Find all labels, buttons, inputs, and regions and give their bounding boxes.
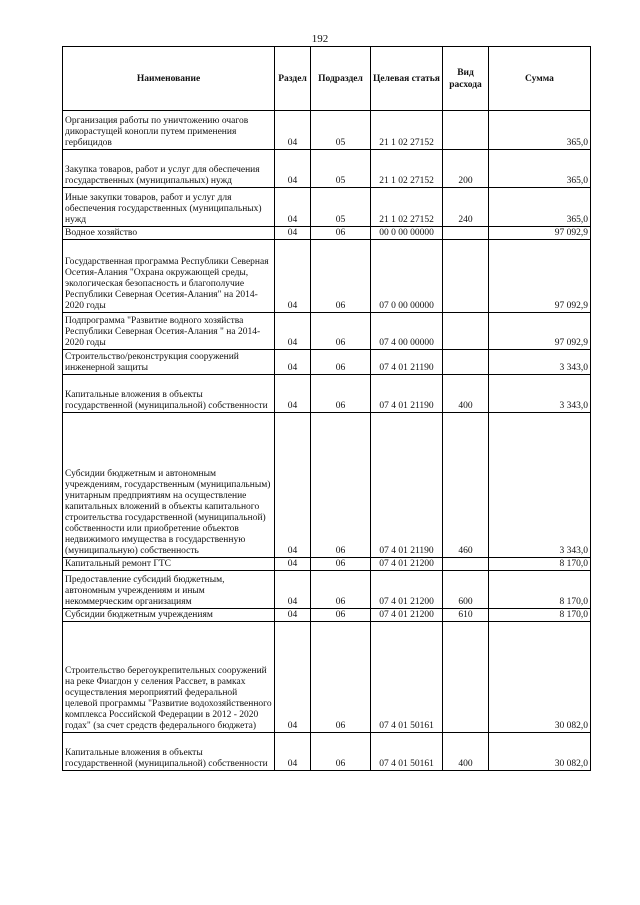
cell-section: 04	[275, 350, 311, 375]
cell-subsection: 06	[311, 375, 371, 413]
cell-target-item: 07 4 01 21200	[371, 571, 443, 609]
table-row	[63, 413, 591, 558]
cell-subsection: 06	[311, 571, 371, 609]
cell-amount: 8 170,0	[489, 558, 591, 571]
cell-subsection: 06	[311, 313, 371, 350]
cell-name: Водное хозяйство	[63, 227, 275, 240]
cell-section: 04	[275, 240, 311, 313]
cell-name: Предоставление субсидий бюджетным, автономным учреждениям и иным некоммерческим организациям	[63, 571, 275, 609]
cell-name: Иные закупки товаров, работ и услуг для обеспечения государственных (муниципальных) нужд	[63, 188, 275, 227]
cell-name: Субсидии бюджетным и автономным учреждениям, государственным (муниципальным) унитарным предприятиям на осуществление капитальных вложений в объекты капитального строительства государственной (муниципальной) собственности или приобретение объектов недвижимого имущества в государственную (муниципальную) собственность	[63, 413, 275, 558]
cell-amount: 3 343,0	[489, 413, 591, 558]
cell-expense-type	[443, 227, 489, 240]
cell-section: 04	[275, 413, 311, 558]
cell-name: Капитальные вложения в объекты государственной (муниципальной) собственности	[63, 733, 275, 771]
cell-target-item: 21 1 02 27152	[371, 150, 443, 188]
cell-name: Субсидии бюджетным учреждениям	[63, 609, 275, 622]
cell-target-item: 07 4 01 21200	[371, 609, 443, 622]
cell-expense-type	[443, 350, 489, 375]
table-row	[63, 111, 591, 150]
cell-amount: 30 082,0	[489, 733, 591, 771]
cell-section: 04	[275, 111, 311, 150]
table-row	[63, 558, 591, 571]
header-section: Раздел	[275, 47, 311, 111]
cell-target-item: 07 0 00 00000	[371, 240, 443, 313]
table-row	[63, 150, 591, 188]
cell-expense-type	[443, 111, 489, 150]
cell-target-item: 07 4 01 21190	[371, 375, 443, 413]
cell-expense-type: 400	[443, 733, 489, 771]
cell-target-item: 07 4 00 00000	[371, 313, 443, 350]
cell-expense-type	[443, 313, 489, 350]
table-row	[63, 571, 591, 609]
cell-amount: 365,0	[489, 188, 591, 227]
header-subsection: Подраздел	[311, 47, 371, 111]
table-row	[63, 622, 591, 733]
cell-amount: 8 170,0	[489, 609, 591, 622]
cell-name: Строительство берегоукрепительных сооружений на реке Фиагдон у селения Рассвет, в рамках осуществления мероприятий федеральной целевой программы "Развитие водохозяйственного комплекса Российской Федерации в 2012 - 2020 годах" (за счет средств федерального бюджета)	[63, 622, 275, 733]
cell-target-item: 07 4 01 21190	[371, 413, 443, 558]
table-row	[63, 240, 591, 313]
cell-amount: 3 343,0	[489, 350, 591, 375]
cell-section: 04	[275, 375, 311, 413]
table-row	[63, 733, 591, 771]
cell-expense-type: 400	[443, 375, 489, 413]
cell-section: 04	[275, 227, 311, 240]
cell-name: Капитальный ремонт ГТС	[63, 558, 275, 571]
cell-section: 04	[275, 150, 311, 188]
cell-amount: 8 170,0	[489, 571, 591, 609]
cell-amount: 3 343,0	[489, 375, 591, 413]
table-row	[63, 375, 591, 413]
header-amount: Сумма	[489, 47, 591, 111]
cell-target-item: 21 1 02 27152	[371, 111, 443, 150]
cell-name: Организация работы по уничтожению очагов дикорастущей конопли путем применения гербицидов	[63, 111, 275, 150]
table-row	[63, 350, 591, 375]
cell-name: Капитальные вложения в объекты государственной (муниципальной) собственности	[63, 375, 275, 413]
cell-target-item: 07 4 01 50161	[371, 733, 443, 771]
cell-section: 04	[275, 571, 311, 609]
cell-subsection: 06	[311, 609, 371, 622]
cell-amount: 365,0	[489, 150, 591, 188]
cell-amount: 365,0	[489, 111, 591, 150]
cell-amount: 97 092,9	[489, 227, 591, 240]
page-number: 192	[311, 33, 329, 45]
cell-amount: 97 092,9	[489, 240, 591, 313]
cell-name: Подпрограмма "Развитие водного хозяйства Республики Северная Осетия-Алания " на 2014-2020 годы	[63, 313, 275, 350]
table-row	[63, 609, 591, 622]
header-expense-type: Вид расхода	[443, 47, 489, 111]
cell-expense-type: 610	[443, 609, 489, 622]
cell-target-item: 21 1 02 27152	[371, 188, 443, 227]
cell-expense-type	[443, 622, 489, 733]
cell-subsection: 06	[311, 350, 371, 375]
cell-expense-type	[443, 558, 489, 571]
cell-subsection: 06	[311, 558, 371, 571]
cell-amount: 97 092,9	[489, 313, 591, 350]
cell-section: 04	[275, 558, 311, 571]
cell-subsection: 05	[311, 188, 371, 227]
cell-target-item: 07 4 01 50161	[371, 622, 443, 733]
table-header-row	[63, 47, 591, 111]
header-target-item: Целевая статья	[371, 47, 443, 111]
cell-target-item: 07 4 01 21200	[371, 558, 443, 571]
cell-subsection: 06	[311, 622, 371, 733]
cell-subsection: 06	[311, 413, 371, 558]
cell-subsection: 05	[311, 150, 371, 188]
cell-amount: 30 082,0	[489, 622, 591, 733]
table-row	[63, 313, 591, 350]
cell-section: 04	[275, 609, 311, 622]
cell-name: Закупка товаров, работ и услуг для обеспечения государственных (муниципальных) нужд	[63, 150, 275, 188]
cell-section: 04	[275, 733, 311, 771]
cell-subsection: 06	[311, 240, 371, 313]
cell-section: 04	[275, 313, 311, 350]
cell-target-item: 00 0 00 00000	[371, 227, 443, 240]
cell-expense-type: 200	[443, 150, 489, 188]
table-row	[63, 188, 591, 227]
cell-expense-type: 240	[443, 188, 489, 227]
cell-section: 04	[275, 622, 311, 733]
cell-expense-type	[443, 240, 489, 313]
cell-expense-type: 460	[443, 413, 489, 558]
cell-target-item: 07 4 01 21190	[371, 350, 443, 375]
cell-expense-type: 600	[443, 571, 489, 609]
table-row	[63, 227, 591, 240]
cell-subsection: 06	[311, 733, 371, 771]
cell-section: 04	[275, 188, 311, 227]
cell-name: Государственная программа Республики Северная Осетия-Алания "Охрана окружающей среды, экологическая безопасность и благополучие Республики Северная Осетия-Алания" на 2014-2020 годы	[63, 240, 275, 313]
budget-table	[62, 46, 591, 771]
header-name: Наименование	[63, 47, 275, 111]
cell-subsection: 06	[311, 227, 371, 240]
table-body	[63, 111, 591, 771]
cell-subsection: 05	[311, 111, 371, 150]
cell-name: Строительство/реконструкция сооружений инженерной защиты	[63, 350, 275, 375]
